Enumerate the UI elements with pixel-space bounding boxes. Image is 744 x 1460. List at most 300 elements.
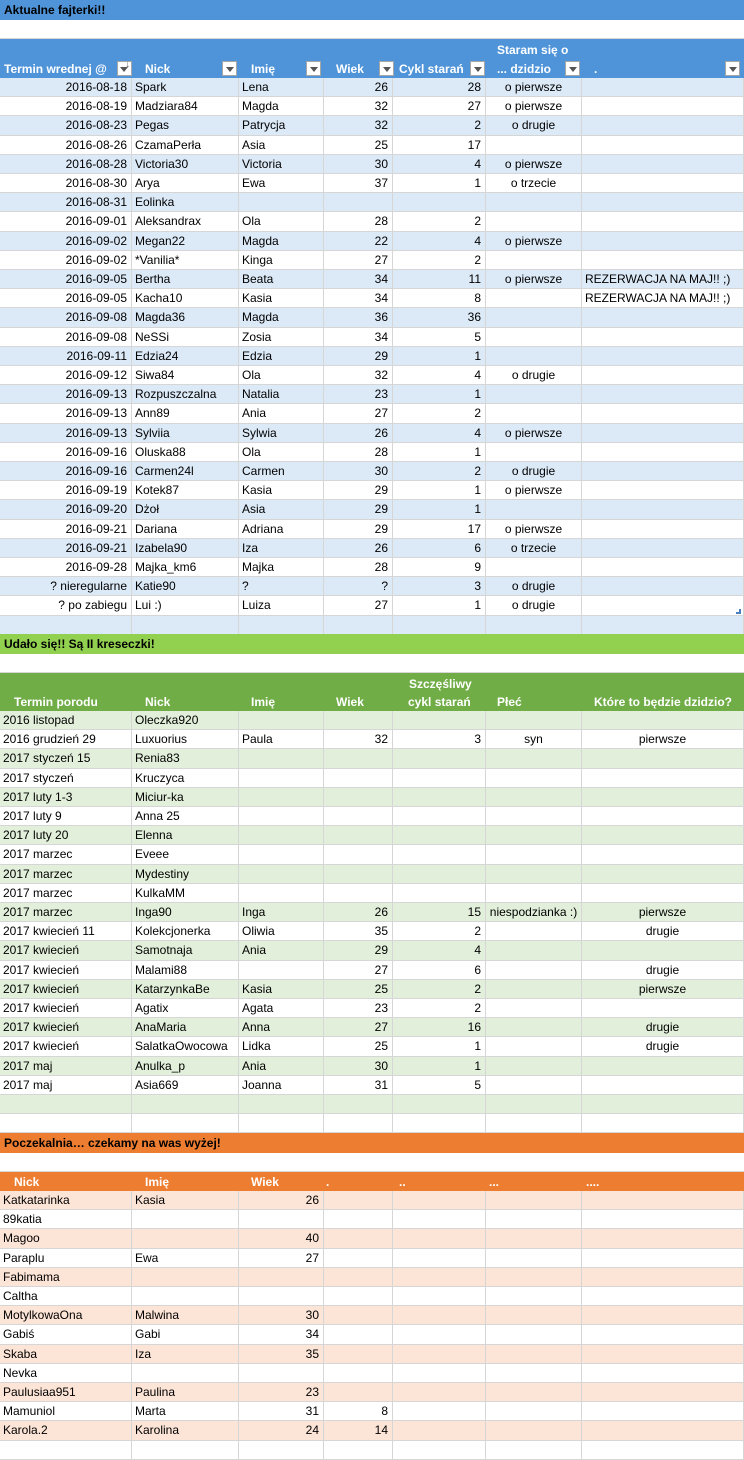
table-row[interactable] [0, 884, 744, 903]
table-cell[interactable] [239, 1287, 324, 1305]
table-cell[interactable]: 24 [239, 1421, 324, 1439]
table-cell[interactable]: Renia83 [132, 749, 239, 767]
table-cell[interactable] [486, 251, 582, 269]
table-cell[interactable]: 2 [393, 462, 486, 480]
blank-row[interactable] [0, 654, 744, 673]
table-cell[interactable]: 32 [324, 730, 393, 748]
table-row[interactable] [0, 903, 744, 922]
table-cell[interactable]: Caltha [0, 1287, 132, 1305]
table-cell[interactable]: Ola [239, 366, 324, 384]
table-cell[interactable] [393, 1364, 486, 1382]
table-cell[interactable]: 2017 kwiecień 11 [0, 922, 132, 940]
table-cell[interactable] [393, 845, 486, 863]
table-cell[interactable]: 2017 luty 1-3 [0, 788, 132, 806]
table-cell[interactable] [393, 1191, 486, 1209]
table-cell[interactable]: Fabimama [0, 1268, 132, 1286]
table-cell[interactable] [582, 1191, 744, 1209]
table-cell[interactable] [582, 212, 744, 230]
table-cell[interactable]: 2016-09-13 [0, 404, 132, 422]
table-cell[interactable]: o trzecie [486, 539, 582, 557]
table-cell[interactable]: o pierwsze [486, 520, 582, 538]
table-row[interactable] [0, 1345, 744, 1364]
table-cell[interactable]: 2016-09-21 [0, 539, 132, 557]
table-cell[interactable] [486, 865, 582, 883]
table-row[interactable] [0, 347, 744, 366]
table-cell[interactable] [0, 1441, 132, 1459]
table-cell[interactable]: 26 [324, 78, 393, 96]
table-cell[interactable] [324, 865, 393, 883]
table-row[interactable] [0, 1018, 744, 1037]
table-cell[interactable] [239, 1114, 324, 1132]
table-cell[interactable] [324, 884, 393, 902]
table-cell[interactable]: Paraplu [0, 1249, 132, 1267]
table-cell[interactable]: 17 [393, 136, 486, 154]
table-cell[interactable] [393, 1210, 486, 1228]
table-cell[interactable]: o pierwsze [486, 97, 582, 115]
table-cell[interactable] [324, 1114, 393, 1132]
table-cell[interactable]: Edzia [239, 347, 324, 365]
table-cell[interactable] [582, 788, 744, 806]
table-cell[interactable]: Anna 25 [132, 807, 239, 825]
table-cell[interactable]: 17 [393, 520, 486, 538]
table-cell[interactable] [393, 193, 486, 211]
table-cell[interactable] [393, 865, 486, 883]
table-cell[interactable] [582, 193, 744, 211]
table-cell[interactable]: Kasia [132, 1191, 239, 1209]
table-row[interactable] [0, 443, 744, 462]
table-cell[interactable]: Samotnaja [132, 941, 239, 959]
table-row[interactable] [0, 1229, 744, 1248]
table-cell[interactable]: Dżoł [132, 500, 239, 518]
table-cell[interactable] [582, 155, 744, 173]
table-cell[interactable]: 2016-09-02 [0, 251, 132, 269]
table-cell[interactable] [582, 1383, 744, 1401]
table-cell[interactable]: Katie90 [132, 577, 239, 595]
table-cell[interactable]: 36 [324, 308, 393, 326]
table-row[interactable] [0, 999, 744, 1018]
table-resize-handle[interactable] [736, 609, 741, 614]
table-cell[interactable] [582, 1325, 744, 1343]
table-cell[interactable]: Izabela90 [132, 539, 239, 557]
table-cell[interactable] [393, 1268, 486, 1286]
table-cell[interactable]: Zosia [239, 328, 324, 346]
table-cell[interactable] [132, 1229, 239, 1247]
table-cell[interactable] [393, 749, 486, 767]
table-cell[interactable] [486, 1076, 582, 1094]
table-cell[interactable]: Magda [239, 308, 324, 326]
table-cell[interactable]: Kinga [239, 251, 324, 269]
table-cell[interactable] [0, 1114, 132, 1132]
table-row[interactable] [0, 539, 744, 558]
table-cell[interactable]: 23 [324, 385, 393, 403]
table-cell[interactable] [582, 424, 744, 442]
table-cell[interactable] [393, 807, 486, 825]
table-cell[interactable]: 1 [393, 443, 486, 461]
table-cell[interactable]: Victoria [239, 155, 324, 173]
table-cell[interactable]: 28 [324, 558, 393, 576]
table-cell[interactable]: 2016-09-12 [0, 366, 132, 384]
table-cell[interactable] [582, 1287, 744, 1305]
table-cell[interactable] [582, 1306, 744, 1324]
table-cell[interactable] [486, 961, 582, 979]
table-cell[interactable]: o drugie [486, 116, 582, 134]
table-cell[interactable]: 4 [393, 366, 486, 384]
table-row[interactable] [0, 1057, 744, 1076]
table-cell[interactable] [393, 1345, 486, 1363]
table-row[interactable] [0, 1306, 744, 1325]
table-cell[interactable]: Ania [239, 941, 324, 959]
table-cell[interactable]: Karola.2 [0, 1421, 132, 1439]
table-cell[interactable]: 27 [324, 404, 393, 422]
table-cell[interactable] [486, 1095, 582, 1113]
table-cell[interactable]: Oleczka920 [132, 711, 239, 729]
table-cell[interactable]: 2017 marzec [0, 884, 132, 902]
table-cell[interactable]: 37 [324, 174, 393, 192]
table-cell[interactable] [582, 366, 744, 384]
table-cell[interactable]: 26 [324, 424, 393, 442]
table-cell[interactable] [132, 616, 239, 634]
table-cell[interactable]: 2017 kwiecień [0, 980, 132, 998]
table-row[interactable] [0, 941, 744, 960]
table-cell[interactable] [239, 1364, 324, 1382]
table-cell[interactable]: 89katia [0, 1210, 132, 1228]
table-cell[interactable] [486, 443, 582, 461]
table-cell[interactable] [486, 500, 582, 518]
table-cell[interactable] [486, 1057, 582, 1075]
table-row[interactable] [0, 404, 744, 423]
table-cell[interactable]: 2016-08-31 [0, 193, 132, 211]
table-cell[interactable]: Miciur-ka [132, 788, 239, 806]
table-cell[interactable]: Victoria30 [132, 155, 239, 173]
table-row[interactable] [0, 116, 744, 135]
table-cell[interactable]: 2016-08-26 [0, 136, 132, 154]
table-cell[interactable] [486, 1037, 582, 1055]
table-cell[interactable] [486, 1383, 582, 1401]
table-cell[interactable]: Ania [239, 404, 324, 422]
table-cell[interactable] [582, 1441, 744, 1459]
table-cell[interactable] [582, 308, 744, 326]
table-cell[interactable] [582, 577, 744, 595]
table-cell[interactable]: Ola [239, 212, 324, 230]
table-cell[interactable]: Iza [239, 539, 324, 557]
table-cell[interactable]: 27 [324, 1018, 393, 1036]
table-cell[interactable] [486, 769, 582, 787]
table-cell[interactable]: Adriana [239, 520, 324, 538]
table-cell[interactable] [132, 1364, 239, 1382]
table-cell[interactable]: Paulina [132, 1383, 239, 1401]
table-cell[interactable] [486, 999, 582, 1017]
table-cell[interactable]: 2016-09-13 [0, 424, 132, 442]
table-cell[interactable]: Sylviia [132, 424, 239, 442]
table-cell[interactable]: o pierwsze [486, 232, 582, 250]
table-cell[interactable]: 2016-09-19 [0, 481, 132, 499]
table-cell[interactable]: 2017 kwiecień [0, 1037, 132, 1055]
table-cell[interactable] [582, 1421, 744, 1439]
table-cell[interactable]: Kasia [239, 980, 324, 998]
table-cell[interactable]: Oluska88 [132, 443, 239, 461]
table-cell[interactable]: Arya [132, 174, 239, 192]
table-cell[interactable]: ? nieregularne [0, 577, 132, 595]
table-cell[interactable] [132, 1114, 239, 1132]
table-row[interactable] [0, 865, 744, 884]
table-cell[interactable] [0, 1095, 132, 1113]
table-cell[interactable]: 2016-09-02 [0, 232, 132, 250]
table-cell[interactable] [239, 884, 324, 902]
filter-dropdown-icon[interactable] [306, 61, 321, 76]
table-cell[interactable] [324, 845, 393, 863]
table-row[interactable] [0, 232, 744, 251]
table-cell[interactable]: 2017 styczeń [0, 769, 132, 787]
table-cell[interactable]: Bertha [132, 270, 239, 288]
table-row[interactable] [0, 174, 744, 193]
table-cell[interactable]: 4 [393, 941, 486, 959]
table-cell[interactable]: Majka_km6 [132, 558, 239, 576]
table-cell[interactable] [486, 308, 582, 326]
table-cell[interactable]: 35 [324, 922, 393, 940]
table-cell[interactable]: 2017 maj [0, 1057, 132, 1075]
table-cell[interactable] [486, 1249, 582, 1267]
table-cell[interactable]: o drugie [486, 596, 582, 614]
table-cell[interactable]: o drugie [486, 462, 582, 480]
table-cell[interactable] [324, 1287, 393, 1305]
table-cell[interactable]: 2017 maj [0, 1076, 132, 1094]
table-cell[interactable] [582, 711, 744, 729]
table-cell[interactable]: 2016-09-08 [0, 308, 132, 326]
table-cell[interactable]: Kasia [239, 289, 324, 307]
table-cell[interactable]: 5 [393, 328, 486, 346]
table-cell[interactable] [393, 711, 486, 729]
table-cell[interactable]: pierwsze [582, 730, 744, 748]
table-cell[interactable] [393, 1229, 486, 1247]
table-cell[interactable] [486, 1210, 582, 1228]
table-cell[interactable] [239, 616, 324, 634]
table-cell[interactable]: Mydestiny [132, 865, 239, 883]
blank-row[interactable] [0, 20, 744, 39]
table-row[interactable] [0, 308, 744, 327]
table-cell[interactable]: 26 [324, 539, 393, 557]
table-cell[interactable]: Ewa [132, 1249, 239, 1267]
table-cell[interactable] [582, 78, 744, 96]
table-cell[interactable]: 1 [393, 347, 486, 365]
table-cell[interactable]: 2017 marzec [0, 865, 132, 883]
table-cell[interactable] [324, 1249, 393, 1267]
table-cell[interactable]: 2016-08-18 [0, 78, 132, 96]
table-cell[interactable] [486, 1114, 582, 1132]
table-cell[interactable] [486, 1421, 582, 1439]
table-cell[interactable]: niespodzianka :) [486, 903, 582, 921]
table-row[interactable] [0, 596, 744, 615]
table-cell[interactable]: 1 [393, 1057, 486, 1075]
table-cell[interactable] [0, 616, 132, 634]
table-cell[interactable]: 34 [324, 270, 393, 288]
table-cell[interactable] [486, 807, 582, 825]
table-cell[interactable] [582, 1114, 744, 1132]
table-cell[interactable] [582, 116, 744, 134]
table-cell[interactable]: 25 [324, 136, 393, 154]
table-cell[interactable]: o pierwsze [486, 270, 582, 288]
table-cell[interactable] [239, 1210, 324, 1228]
table-cell[interactable]: Agatix [132, 999, 239, 1017]
table-cell[interactable]: o pierwsze [486, 481, 582, 499]
table-cell[interactable] [324, 1095, 393, 1113]
table-cell[interactable]: Inga90 [132, 903, 239, 921]
table-cell[interactable]: 14 [324, 1421, 393, 1439]
table-cell[interactable]: 32 [324, 366, 393, 384]
table-cell[interactable]: Joanna [239, 1076, 324, 1094]
table-cell[interactable] [582, 749, 744, 767]
table-cell[interactable]: 2016-09-16 [0, 443, 132, 461]
table-cell[interactable] [486, 1441, 582, 1459]
table-cell[interactable]: 16 [393, 1018, 486, 1036]
blank-row[interactable] [0, 1153, 744, 1172]
table-cell[interactable] [582, 385, 744, 403]
table-cell[interactable]: Rozpuszczalna [132, 385, 239, 403]
table-cell[interactable] [324, 1441, 393, 1459]
table-cell[interactable]: 9 [393, 558, 486, 576]
table-cell[interactable]: 27 [393, 97, 486, 115]
table-cell[interactable] [324, 193, 393, 211]
table-row[interactable] [0, 1421, 744, 1440]
table-row[interactable] [0, 1191, 744, 1210]
table-cell[interactable]: Ann89 [132, 404, 239, 422]
table-cell[interactable]: 34 [324, 289, 393, 307]
table-cell[interactable]: pierwsze [582, 980, 744, 998]
table-cell[interactable] [486, 385, 582, 403]
filter-dropdown-icon[interactable] [379, 61, 394, 76]
table-cell[interactable]: Malwina [132, 1306, 239, 1324]
table-cell[interactable]: 30 [239, 1306, 324, 1324]
table-cell[interactable]: Eolinka [132, 193, 239, 211]
table-cell[interactable]: o pierwsze [486, 78, 582, 96]
table-cell[interactable] [486, 404, 582, 422]
table-cell[interactable] [582, 97, 744, 115]
table-cell[interactable] [486, 788, 582, 806]
table-cell[interactable] [486, 558, 582, 576]
table-cell[interactable]: Magda [239, 97, 324, 115]
table-cell[interactable] [582, 1095, 744, 1113]
table-row[interactable] [0, 711, 744, 730]
table-cell[interactable]: 40 [239, 1229, 324, 1247]
table-cell[interactable] [324, 807, 393, 825]
table-cell[interactable]: 2 [393, 116, 486, 134]
table-cell[interactable]: 2017 kwiecień [0, 961, 132, 979]
table-cell[interactable]: Nevka [0, 1364, 132, 1382]
table-cell[interactable] [393, 1249, 486, 1267]
table-cell[interactable] [486, 212, 582, 230]
table-cell[interactable] [393, 1383, 486, 1401]
table-row[interactable] [0, 961, 744, 980]
table-cell[interactable]: 36 [393, 308, 486, 326]
table-cell[interactable] [132, 1287, 239, 1305]
table-cell[interactable]: 4 [393, 155, 486, 173]
table-cell[interactable]: 6 [393, 539, 486, 557]
table-row[interactable] [0, 980, 744, 999]
table-cell[interactable]: 2017 kwiecień [0, 999, 132, 1017]
table-cell[interactable]: 2 [393, 404, 486, 422]
table-cell[interactable] [486, 941, 582, 959]
table-cell[interactable]: 3 [393, 730, 486, 748]
table-cell[interactable] [486, 1364, 582, 1382]
table-cell[interactable]: 2017 luty 20 [0, 826, 132, 844]
table-cell[interactable] [324, 711, 393, 729]
blank-row[interactable] [0, 1441, 744, 1460]
table-cell[interactable]: Ania [239, 1057, 324, 1075]
table-cell[interactable]: 2017 luty 9 [0, 807, 132, 825]
table-cell[interactable]: drugie [582, 961, 744, 979]
table-cell[interactable]: 27 [324, 961, 393, 979]
table-cell[interactable] [582, 481, 744, 499]
table-cell[interactable] [393, 769, 486, 787]
table-cell[interactable]: 1 [393, 174, 486, 192]
table-cell[interactable]: AnaMaria [132, 1018, 239, 1036]
table-cell[interactable]: 1 [393, 385, 486, 403]
table-cell[interactable]: 25 [324, 980, 393, 998]
table-cell[interactable]: 2016-09-13 [0, 385, 132, 403]
table-cell[interactable]: Beata [239, 270, 324, 288]
table-cell[interactable]: 11 [393, 270, 486, 288]
table-cell[interactable]: 2016-09-28 [0, 558, 132, 576]
table-cell[interactable]: KatarzynkaBe [132, 980, 239, 998]
table-row[interactable] [0, 500, 744, 519]
table-cell[interactable] [486, 1325, 582, 1343]
table-cell[interactable]: Agata [239, 999, 324, 1017]
table-cell[interactable]: ? [239, 577, 324, 595]
table-cell[interactable] [239, 769, 324, 787]
table-cell[interactable] [582, 443, 744, 461]
table-cell[interactable]: Oliwia [239, 922, 324, 940]
table-cell[interactable] [486, 884, 582, 902]
table-row[interactable] [0, 251, 744, 270]
table-cell[interactable] [324, 616, 393, 634]
table-row[interactable] [0, 1383, 744, 1402]
table-cell[interactable] [486, 1191, 582, 1209]
table-row[interactable] [0, 1325, 744, 1344]
table-cell[interactable]: Pegas [132, 116, 239, 134]
table-cell[interactable]: Carmen24l [132, 462, 239, 480]
table-cell[interactable]: drugie [582, 1037, 744, 1055]
table-cell[interactable] [486, 922, 582, 940]
table-row[interactable] [0, 730, 744, 749]
table-cell[interactable]: Patrycja [239, 116, 324, 134]
blank-row[interactable] [0, 616, 744, 635]
table-cell[interactable] [582, 1364, 744, 1382]
table-cell[interactable] [582, 1210, 744, 1228]
filter-dropdown-icon[interactable] [565, 61, 580, 76]
table-cell[interactable]: 26 [239, 1191, 324, 1209]
table-cell[interactable]: CzamaPerła [132, 136, 239, 154]
table-cell[interactable] [393, 1402, 486, 1420]
table-cell[interactable] [582, 1268, 744, 1286]
table-cell[interactable]: REZERWACJA NA MAJ!! ;) [582, 270, 744, 288]
table-cell[interactable]: Gabiś [0, 1325, 132, 1343]
table-cell[interactable] [582, 1076, 744, 1094]
table-row[interactable] [0, 328, 744, 347]
table-cell[interactable] [582, 136, 744, 154]
table-row[interactable] [0, 462, 744, 481]
table-cell[interactable]: drugie [582, 1018, 744, 1036]
table-row[interactable] [0, 78, 744, 97]
table-row[interactable] [0, 289, 744, 308]
table-cell[interactable]: 2 [393, 212, 486, 230]
table-cell[interactable] [582, 462, 744, 480]
table-cell[interactable] [324, 1268, 393, 1286]
table-cell[interactable] [582, 347, 744, 365]
table-cell[interactable] [582, 251, 744, 269]
filter-dropdown-icon[interactable] [725, 61, 740, 76]
table-cell[interactable]: Asia669 [132, 1076, 239, 1094]
table-row[interactable] [0, 270, 744, 289]
table-cell[interactable] [486, 347, 582, 365]
